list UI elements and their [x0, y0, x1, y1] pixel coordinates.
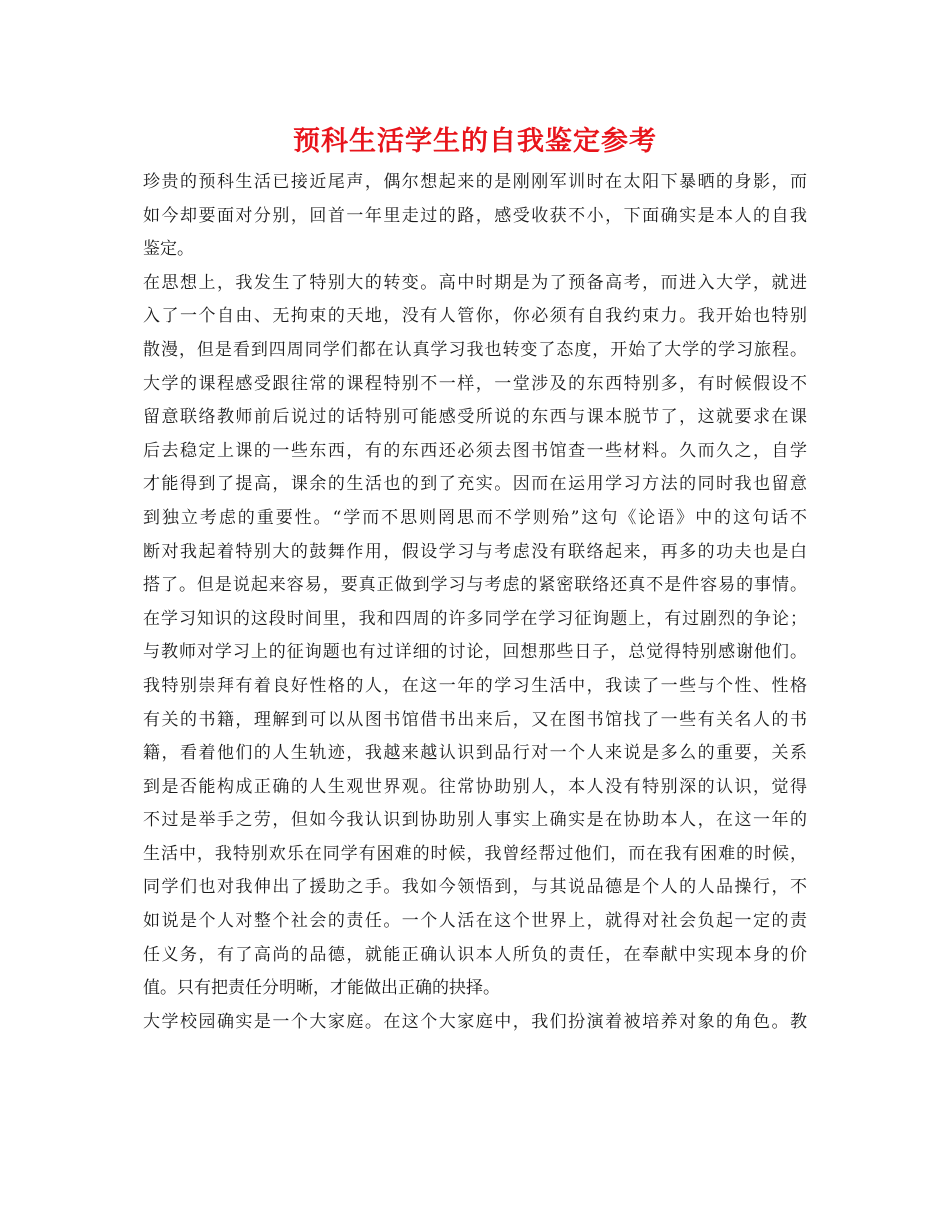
document-body: [143, 166, 807, 1039]
text-line: 值。只有把责任分明晰，才能做出正确的抉择。: [143, 978, 500, 999]
document-title: 预科生活学生的自我鉴定参考: [293, 126, 657, 157]
text-line: 同学们也对我伸出了援助之手。我如今领悟到，与其说品德是个人的人品操行，不: [143, 877, 807, 898]
text-line: 珍贵的预科生活已接近尾声，偶尔想起来的是刚刚军训时在太阳下暴晒的身影，而: [143, 172, 807, 192]
text-line: 断对我起着特别大的鼓舞作用，假设学习与考虑没有联络起来，再多的功夫也是白: [143, 541, 807, 562]
text-line: 籍，看着他们的人生轨迹，我越来越认识到品行对一个人来说是多么的重要，关系: [143, 743, 807, 764]
text-line: 散漫，但是看到四周同学们都在认真学习我也转变了态度，开始了大学的学习旅程。: [143, 339, 807, 360]
text-line: 到独立考虑的重要性。“学而不思则罔思而不学则殆”这句《论语》中的这句话不: [143, 507, 807, 528]
text-line: 在学习知识的这段时间里，我和四周的许多同学在学习征询题上，有过剧烈的争论；: [143, 608, 807, 629]
text-line: 在思想上，我发生了特别大的转变。高中时期是为了预备高考，而进入大学，就进: [143, 272, 807, 293]
text-line: 大学的课程感受跟往常的课程特别不一样，一堂涉及的东西特别多，有时候假设不: [143, 373, 807, 394]
text-line: 如说是个人对整个社会的责任。一个人活在这个世界上，就得对社会负起一定的责: [143, 911, 807, 932]
text-line: 如今却要面对分别，回首一年里走过的路，感受收获不小，下面确实是本人的自我: [143, 205, 807, 226]
text-line: 不过是举手之劳，但如今我认识到协助别人事实上确实是在协助本人，在这一年的: [143, 810, 807, 831]
text-line: 有关的书籍，理解到可以从图书馆借书出来后，又在图书馆找了一些有关名人的书: [143, 709, 807, 730]
text-line: 与教师对学习上的征询题也有过详细的讨论，回想那些日子，总觉得特别感谢他们。: [143, 642, 807, 663]
text-line: 我特别崇拜有着良好性格的人，在这一年的学习生活中，我读了一些与个性、性格: [143, 675, 807, 696]
text-line: 留意联络教师前后说过的话特别可能感受所说的东西与课本脱节了，这就要求在课: [143, 407, 807, 428]
text-line: 到是否能构成正确的人生观世界观。往常协助别人，本人没有特别深的认识，觉得: [143, 776, 807, 797]
text-line: 搭了。但是说起来容易，要真正做到学习与考虑的紧密联络还真不是件容易的事情。: [143, 575, 807, 596]
text-line: 任义务，有了高尚的品德，就能正确认识本人所负的责任，在奉献中实现本身的价: [143, 944, 807, 965]
text-line: 生活中，我特别欢乐在同学有困难的时候，我曾经帮过他们，而在我有困难的时候，: [143, 843, 807, 864]
text-line: 入了一个自由、无拘束的天地，没有人管你，你必须有自我约束力。我开始也特别: [143, 306, 807, 327]
text-line: 大学校园确实是一个大家庭。在这个大家庭中，我们扮演着被培养对象的角色。教: [143, 1011, 807, 1032]
text-line: 后去稳定上课的一些东西，有的东西还必须去图书馆查一些材料。久而久之，自学: [143, 440, 807, 461]
text-line: 鉴定。: [143, 239, 194, 260]
text-line: 才能得到了提高，课余的生活也的到了充实。因而在运用学习方法的同时我也留意: [143, 474, 807, 495]
